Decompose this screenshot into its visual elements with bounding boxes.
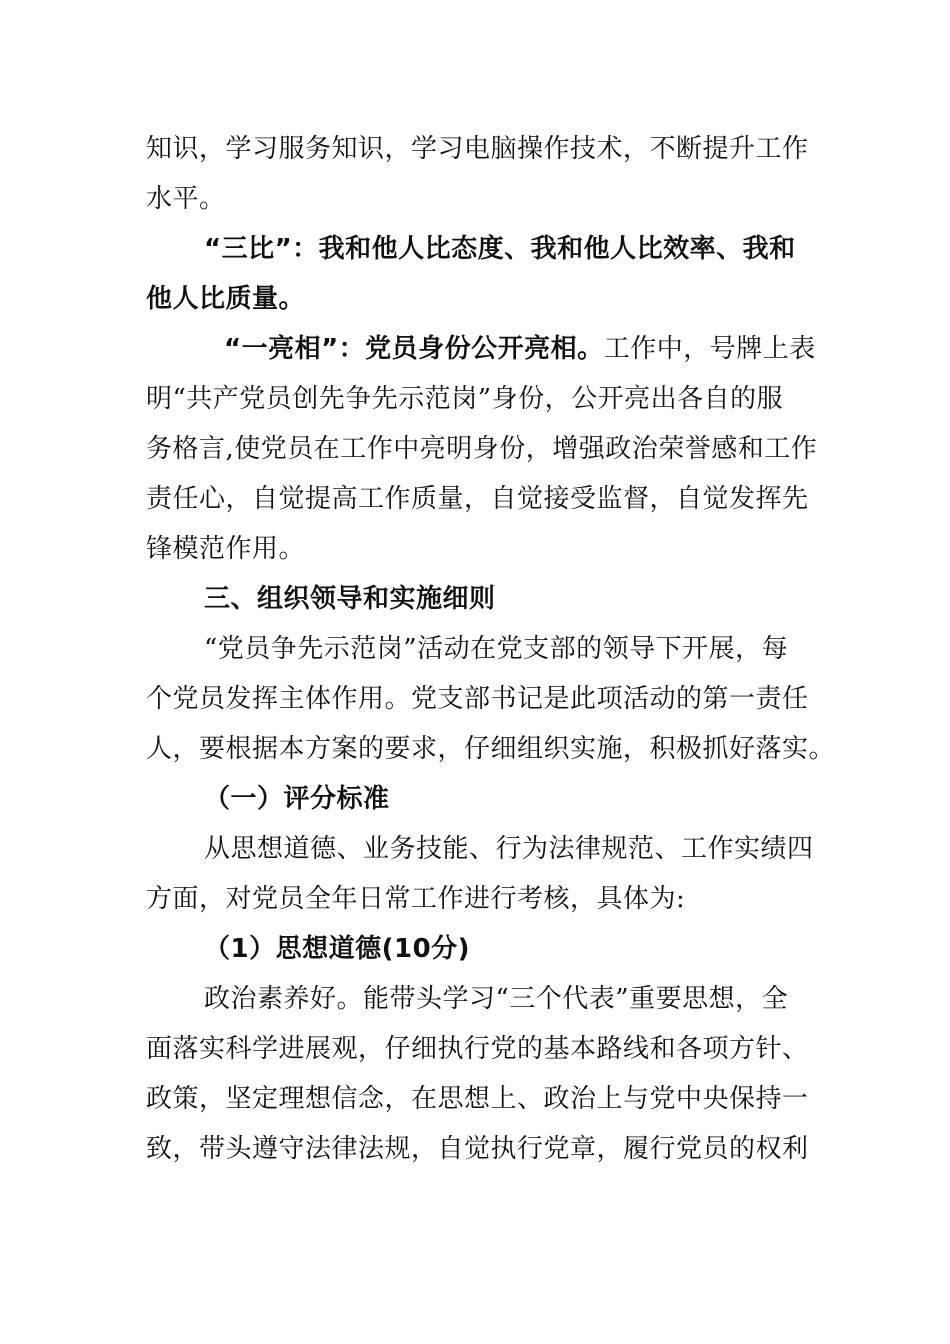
para-morality-line-3: 政策，坚定理想信念，在思想上、政治上与党中央保持一 (146, 1084, 809, 1114)
para-morality-line-2: 面落实科学进展观，仔细执行党的基本路线和各项方针、 (146, 1034, 809, 1064)
para-knowledge-line-1: 知识，学习服务知识，学习电脑操作技术，不断提升工作 (146, 134, 809, 164)
para-activity-line-1: “党员争先示范岗”活动在党支部的领导下开展，每 (204, 634, 789, 664)
yi-liang-xiang-heading: “一亮相”：党员身份公开亮相。 (224, 334, 604, 364)
para-activity-line-2: 个党员发挥主体作用。党支部书记是此项活动的第一责任 (146, 684, 809, 714)
yi-liang-xiang-line-3: 务格言,使党员在工作中亮明身份，增强政治荣誉感和工作 (146, 434, 818, 464)
yi-liang-xiang-line-1-rest: 工作中，号牌上表 (603, 334, 816, 364)
para-morality-line-1: 政治素养好。能带头学习“三个代表”重要思想，全 (204, 984, 789, 1014)
para-knowledge-line-2: 水平。 (146, 184, 226, 214)
para-activity-line-3: 人，要根据本方案的要求，仔细组织实施，积极抓好落实。 (146, 734, 836, 764)
yi-liang-xiang-line-5: 锋模范作用。 (146, 534, 306, 564)
yi-liang-xiang-line-2: 明“共产党员创先争先示范岗”身份，公开亮出各自的服 (146, 384, 784, 414)
yi-liang-xiang-line-4: 责任心，自觉提高工作质量，自觉接受监督，自觉发挥先 (146, 484, 809, 514)
item-heading-morality: （1）思想道德(10分) (204, 934, 471, 964)
san-bi-line-1: “三比”：我和他人比态度、我和他人比效率、我和 (204, 234, 796, 264)
sub-heading-scoring-criteria: （一）评分标准 (204, 784, 390, 814)
para-criteria-line-1: 从思想道德、业务技能、行为法律规范、工作实绩四 (204, 834, 814, 864)
yi-liang-xiang-line-1 (146, 324, 816, 374)
san-bi-line-2: 他人比质量。 (146, 284, 306, 314)
section-3-heading: 三、组织领导和实施细则 (204, 584, 496, 614)
para-morality-line-4: 致，带头遵守法律法规，自觉执行党章，履行党员的权利 (146, 1134, 809, 1164)
document-page (146, 124, 836, 1174)
para-criteria-line-2: 方面，对党员全年日常工作进行考核，具体为: (146, 884, 686, 914)
